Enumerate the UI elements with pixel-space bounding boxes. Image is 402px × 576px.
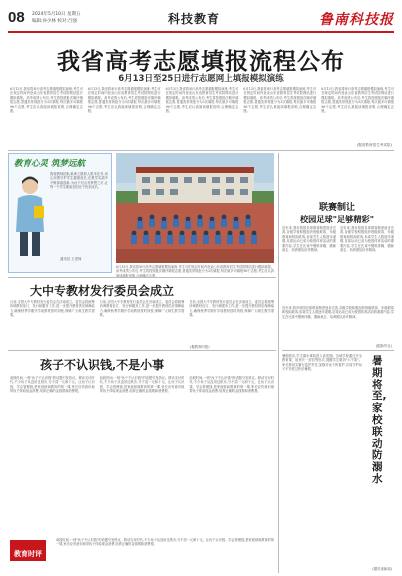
football-title-line2: 校园足球"足够精彩" — [299, 214, 375, 224]
committee-body-col: 日前,全国大中专教材发行委员会在济南成立。委员会将统筹协调教材征订、发行和服务工作,进一步提升教材供应保障能力,确保秋季学期开学前教材按时到校,保障广大师生教学需要。 — [189, 300, 275, 318]
lead-byline: (据省教育招生考试院) — [356, 143, 392, 147]
column-tag — [10, 540, 46, 561]
lead-subhead: 6月13日至25日进行志愿网上填报模拟演练 — [118, 74, 284, 84]
header-rule — [8, 31, 394, 33]
divider — [8, 150, 394, 151]
page-header — [8, 8, 394, 32]
school-photo — [116, 153, 274, 263]
divider — [8, 350, 276, 351]
summer-headline: 暑期将至,家校联动防溺水 — [372, 355, 387, 485]
lead-body-col: 6月13日,我省将举行高考志愿填报模拟演练,考生可在规定时间内登录山东省教育招生考试院网站进行模拟填报。高考成绩公布后,考生将按照批次顺序填报志愿,普通类常规批分为3次填报,每次最多可填报96个志愿,考生应认真阅读填报说明,合理确定志愿。 — [87, 87, 161, 114]
column-body-col: 前段时间,一则"孩子不认识钱"的话题引发热议。移动支付时代,不少孩子从没用过纸币,分不清一元和十元。让孩子认识钱、学会管理钱,是家庭财商教育的第一课,家长应有意识地带孩子体验现金消费,培养正确的金钱观和消费观。 — [10, 376, 95, 394]
football-author: (据新华社) — [375, 344, 392, 348]
date-line: 2024年5月10日 星期五 — [32, 12, 81, 17]
football-body-col: 近年来,我市校园足球联赛制度逐步完善,各级学校积极组织班级联赛、年级联赛和校际联赛,参赛学生人数逐年递增,足球运动已成为校园体育活动的重要内容,学生在比赛中锻炼体魄、磨砺意志、培养团队协作精神。 — [282, 226, 336, 253]
feature-body: 我校教师团队秉承立德树人根本任务,用心用情守护学生健康成长,在教学实践中不断探索创新,为孩子们点亮梦想之灯,让每一个学生都能在阳光下快乐成长。 — [50, 172, 108, 190]
summer-body — [282, 354, 362, 566]
teacher-illustration — [12, 172, 48, 262]
lead-headline: 我省高考志愿填报流程公布 — [57, 49, 345, 75]
football-headline — [280, 200, 394, 225]
feature-author: 通讯员 王老师 — [60, 257, 82, 261]
editor-line: 编辑:孙少林 校对:吕强 — [32, 19, 77, 24]
football-body-lower: 近年来,我市校园足球联赛制度逐步完善,各级学校积极组织班级联赛、年级联赛和校际联赛,参赛学生人数逐年递增,足球运动已成为校园体育活动的重要内容,学生在比赛中锻炼体魄、磨砺意志、培养团队协作精神。 — [282, 306, 394, 319]
feature-title: 教育心灵 筑梦远航 — [14, 159, 85, 169]
committee-body-col: 日前,全国大中专教材发行委员会在济南成立。委员会将统筹协调教材征订、发行和服务工作,进一步提升教材供应保障能力,确保秋季学期开学前教材按时到校,保障广大师生教学需要。 — [10, 300, 95, 318]
column-body-tail: 前段时间,一则"孩子不认识钱"的话题引发热议。移动支付时代,不少孩子从没用过纸币,分不清一元和十元。让孩子认识钱、学会管理钱,是家庭财商教育的第一课,家长应有意识地带孩子体验现金消费,培养正确的金钱观和消费观。 — [56, 538, 274, 547]
column-body-col: 前段时间,一则"孩子不认识钱"的话题引发热议。移动支付时代,不少孩子从没用过纸币,分不清一元和十元。让孩子认识钱、学会管理钱,是家庭财商教育的第一课,家长应有意识地带孩子体验现金消费,培养正确的金钱观和消费观。 — [99, 376, 185, 394]
football-body — [282, 226, 394, 306]
column-body — [10, 376, 274, 534]
summer-byline: (据央视新闻) — [372, 567, 392, 571]
committee-body-col: 日前,全国大中专教材发行委员会在济南成立。委员会将统筹协调教材征订、发行和服务工作,进一步提升教材供应保障能力,确保秋季学期开学前教材按时到校,保障广大师生教学需要。 — [99, 300, 185, 318]
committee-headline: 大中专教材发行委员会成立 — [30, 284, 175, 298]
column-headline: 孩子不认识钱,不是小事 — [40, 358, 165, 372]
column-tag-label: 教育时评 — [14, 550, 42, 558]
committee-byline: (据教育时报) — [190, 345, 210, 349]
section-title: 科技教育 — [168, 12, 221, 26]
lead-body-col: 6月13日,我省将举行高考志愿填报模拟演练,考生可在规定时间内登录山东省教育招生考试院网站进行模拟填报。高考成绩公布后,考生将按照批次顺序填报志愿,普通类常规批分为3次填报,每次最多可填报96个志愿,考生应认真阅读填报说明,合理确定志愿。 — [243, 87, 317, 114]
committee-body — [10, 300, 274, 344]
lead-body-col: 6月13日,我省将举行高考志愿填报模拟演练,考生可在规定时间内登录山东省教育招生考试院网站进行模拟填报。高考成绩公布后,考生将按照批次顺序填报志愿,普通类常规批分为3次填报,每次最多可填报96个志愿,考生应认真阅读填报说明,合理确定志愿。 — [165, 87, 239, 114]
football-body-col: 近年来,我市校园足球联赛制度逐步完善,各级学校积极组织班级联赛、年级联赛和校际联赛,参赛学生人数逐年递增,足球运动已成为校园体育活动的重要内容,学生在比赛中锻炼体魄、磨砺意志、培养团队协作精神。 — [340, 226, 394, 253]
divider — [278, 153, 279, 573]
page-number: 08 — [8, 9, 25, 26]
brand-logo: 鲁南科技报 — [319, 12, 394, 28]
lead-body-col: 6月13日,我省将举行高考志愿填报模拟演练,考生可在规定时间内登录山东省教育招生考试院网站进行模拟填报。高考成绩公布后,考生将按照批次顺序填报志愿,普通类常规批分为3次填报,每次最多可填报96个志愿,考生应认真阅读填报说明,合理确定志愿。 — [10, 87, 83, 114]
football-title-line1: 联赛制让 — [318, 203, 355, 213]
divider — [8, 277, 276, 278]
column-body-col: 前段时间,一则"孩子不认识钱"的话题引发热议。移动支付时代,不少孩子从没用过纸币,分不清一元和十元。让孩子认识钱、学会管理钱,是家庭财商教育的第一课,家长应有意识地带孩子体验现金消费,培养正确的金钱观和消费观。 — [189, 376, 275, 394]
lead-body-col: 6月13日,我省将举行高考志愿填报模拟演练,考生可在规定时间内登录山东省教育招生考试院网站进行模拟填报。高考成绩公布后,考生将按照批次顺序填报志愿,普通类常规批分为3次填报,每次最多可填报96个志愿,考生应认真阅读填报说明,合理确定志愿。 — [321, 87, 394, 114]
photo-caption: 6月13日,我省将举行高考志愿填报模拟演练,考生可在规定时间内登录山东省教育招生考试院网站进行模拟填报。高考成绩公布后,考生将按照批次顺序填报志愿,普通类常规批分为3次填报,每次最多可填报96个志愿,考生应认真阅读填报说明,合理确定志愿。 — [116, 265, 274, 278]
summer-body-col: 暑期将至,学生溺水事故进入高发期。各地学校通过安全教育课、致家长一封信等形式,提醒学生做到"六不准"。家长要切实履行监护责任,加强对孩子的看护,共同守护孩子平安度过快乐暑假。 — [282, 354, 362, 372]
divider — [282, 350, 394, 351]
lead-body — [10, 87, 394, 143]
